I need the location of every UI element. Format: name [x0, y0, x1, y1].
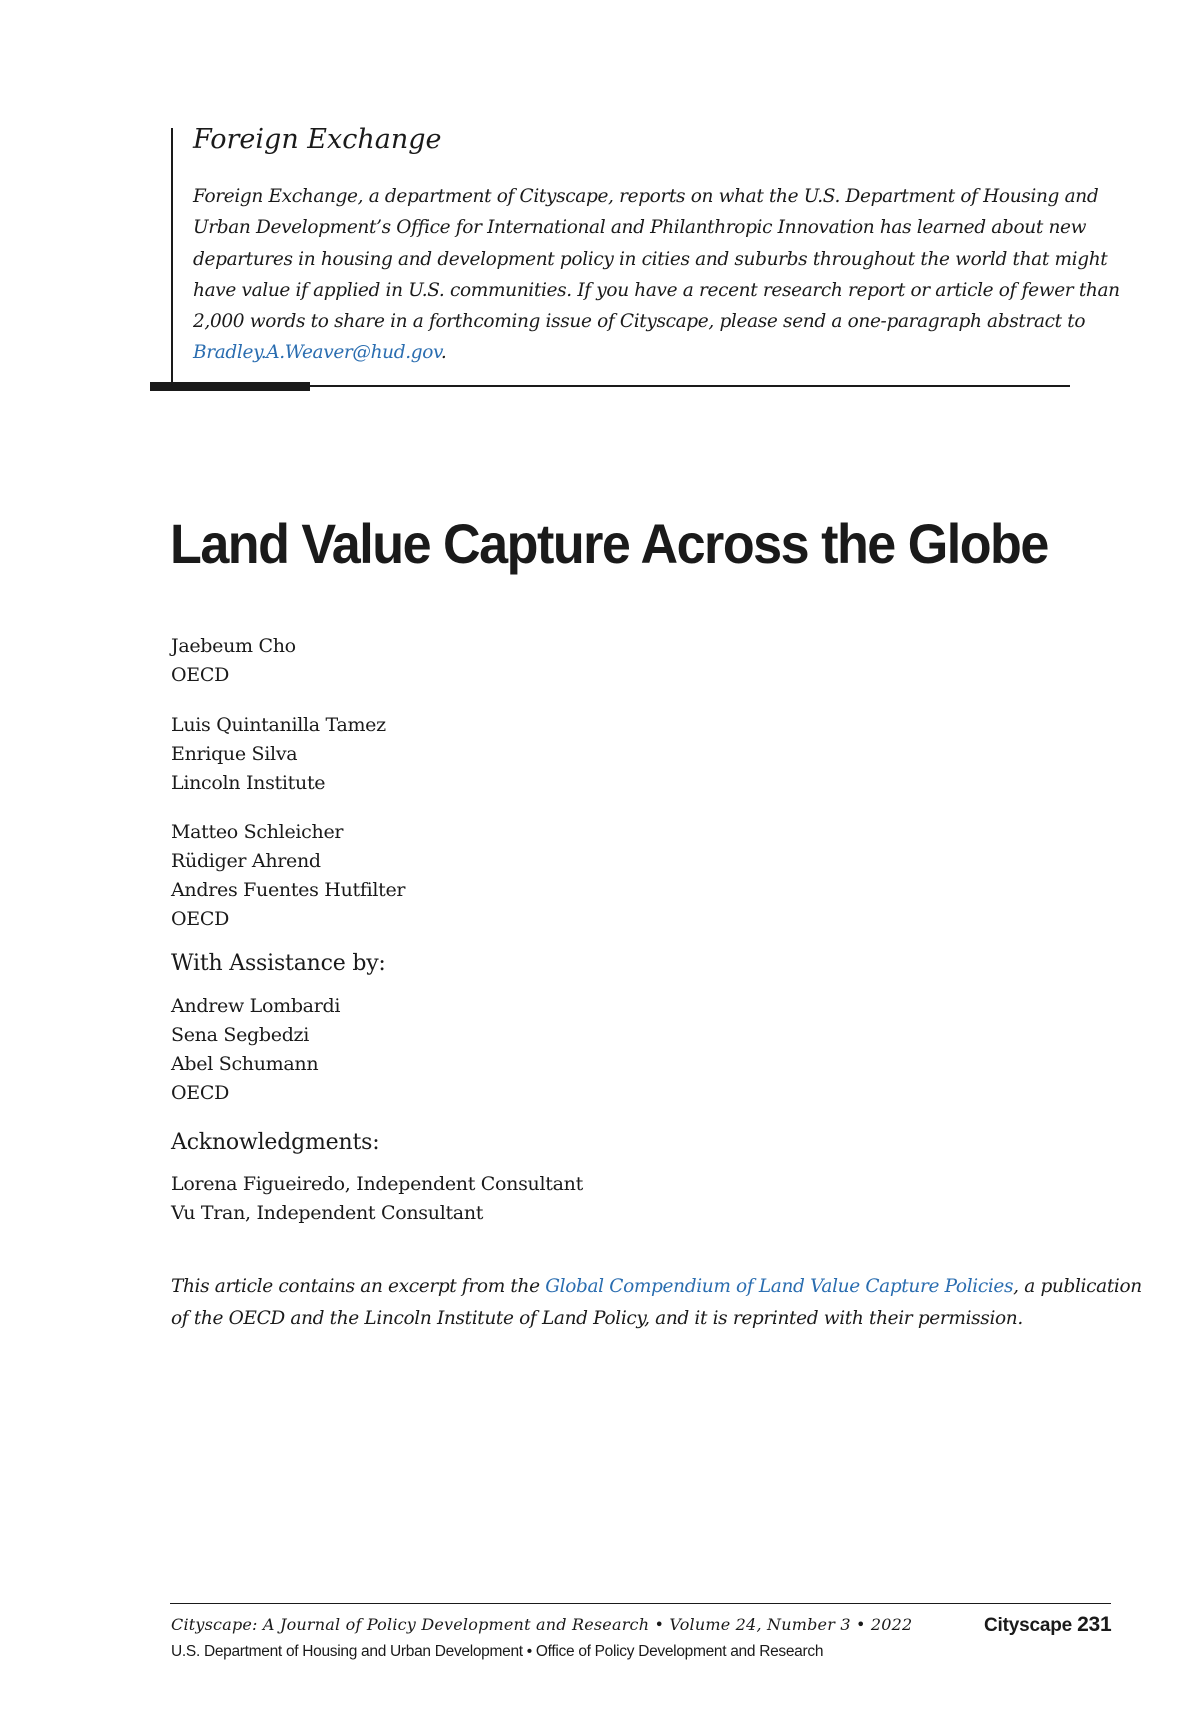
author-group	[171, 632, 296, 690]
assistant-name: Andrew Lombardi	[171, 995, 341, 1017]
acknowledgment-item: Vu Tran, Independent Consultant	[171, 1202, 484, 1224]
author-name: Matteo Schleicher	[171, 821, 344, 843]
section-heading: Foreign Exchange	[193, 124, 442, 155]
footer-page-info	[984, 1613, 1112, 1637]
sidebar-rule	[171, 128, 173, 386]
footer-journal-citation: Cityscape: A Journal of Policy Development and Research • Volume 24, Number 3 • 2022	[171, 1615, 913, 1634]
description-line: Foreign Exchange, a department of Cityscape, reports on what the U.S. Department of Housing and	[193, 186, 1099, 207]
author-affiliation: OECD	[171, 664, 230, 686]
author-group	[171, 711, 386, 798]
reprint-note	[171, 1271, 1142, 1335]
acknowledgments-list	[171, 1170, 583, 1228]
email-suffix: .	[440, 342, 447, 364]
article-title: Land Value Capture Across the Globe	[170, 512, 1048, 575]
footer-brand: Cityscape	[984, 1615, 1072, 1636]
assistant-name: Sena Segbedzi	[171, 1024, 310, 1046]
note-line	[171, 1271, 1142, 1303]
author-name: Rüdiger Ahrend	[171, 850, 321, 872]
note-suffix: , a publication	[1013, 1276, 1142, 1297]
assistant-affiliation: OECD	[171, 1082, 230, 1104]
footer-rule	[170, 1603, 1111, 1604]
assistance-heading: With Assistance by:	[171, 951, 386, 976]
footer-department: U.S. Department of Housing and Urban Development • Office of Policy Development and Research	[171, 1643, 824, 1660]
acknowledgments-heading: Acknowledgments:	[171, 1130, 380, 1155]
email-line	[193, 337, 1073, 368]
author-affiliation: Lincoln Institute	[171, 772, 326, 794]
description-line: Urban Development’s Office for International and Philanthropic Innovation has learned about new	[193, 217, 1087, 239]
description-line: 2,000 words to share in a forthcoming issue of Cityscape, please send a one-paragraph abstract to	[193, 311, 1086, 333]
email-link[interactable]: Bradley.A.Weaver@hud.gov	[193, 342, 441, 364]
section-description	[193, 181, 1120, 369]
description-line: departures in housing and development policy in cities and suburbs throughout the world that might	[193, 248, 1108, 270]
description-line: have value if applied in U.S. communities. If you have a recent research report or article of fewer than	[193, 279, 1120, 301]
page-number: 231	[1077, 1613, 1112, 1636]
compendium-link[interactable]: Global Compendium of Land Value Capture Policies	[545, 1276, 1014, 1297]
author-name: Jaebeum Cho	[171, 635, 296, 657]
author-group	[171, 818, 405, 934]
note-prefix: This article contains an excerpt from the	[171, 1276, 546, 1297]
acknowledgment-item: Lorena Figueiredo, Independent Consultant	[171, 1173, 583, 1195]
author-affiliation: OECD	[171, 908, 230, 930]
author-name: Luis Quintanilla Tamez	[171, 714, 386, 736]
assistance-list	[171, 992, 340, 1108]
author-name: Andres Fuentes Hutfilter	[171, 879, 406, 901]
note-line: of the OECD and the Lincoln Institute of Land Policy, and it is reprinted with their permission.	[171, 1308, 1023, 1329]
section-divider-accent	[150, 382, 310, 391]
author-name: Enrique Silva	[171, 743, 298, 765]
assistant-name: Abel Schumann	[171, 1053, 319, 1075]
